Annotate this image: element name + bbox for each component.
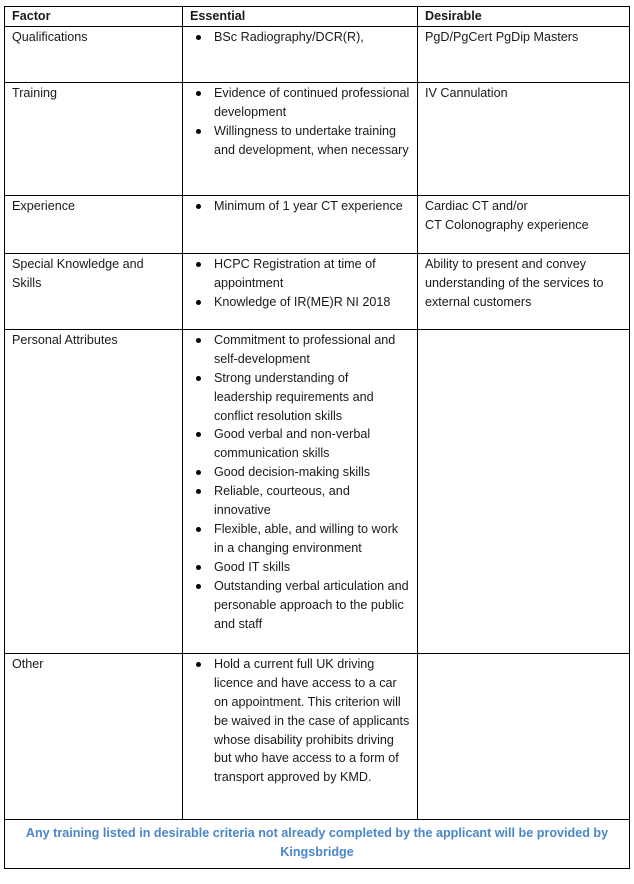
bullet-icon bbox=[196, 300, 201, 305]
bullet-icon bbox=[196, 91, 201, 96]
list-item: Knowledge of IR(ME)R NI 2018 bbox=[214, 293, 410, 312]
training-note: Any training listed in desirable criteria not already completed by the applicant will be provided by Kingsbridge bbox=[5, 819, 630, 868]
essential-cell bbox=[183, 195, 418, 253]
essential-cell bbox=[183, 253, 418, 329]
list-item: Strong understanding of leadership requirements and conflict resolution skills bbox=[214, 369, 410, 426]
bullet-icon bbox=[196, 35, 201, 40]
bullet-icon bbox=[196, 584, 201, 589]
list-item: Reliable, courteous, and innovative bbox=[214, 482, 410, 520]
bullet-icon bbox=[196, 338, 201, 343]
list-item: Commitment to professional and self-development bbox=[214, 331, 410, 369]
table-row bbox=[5, 253, 630, 329]
desirable-cell bbox=[418, 195, 630, 253]
bullet-icon bbox=[196, 489, 201, 494]
person-specification-table bbox=[4, 6, 630, 869]
list-item: Good verbal and non-verbal communication skills bbox=[214, 425, 410, 463]
factor-cell: Experience bbox=[5, 195, 183, 253]
factor-cell: Personal Attributes bbox=[5, 329, 183, 653]
essential-cell bbox=[183, 653, 418, 819]
bullet-icon bbox=[196, 262, 201, 267]
factor-cell: Training bbox=[5, 82, 183, 195]
list-item: Hold a current full UK driving licence and have access to a car on appointment. This criterion will be waived in the case of applicants whose disability prohibits driving but who have access to a form of transport approved by KMD. bbox=[214, 655, 410, 787]
list-item: Evidence of continued professional development bbox=[214, 84, 410, 122]
header-essential: Essential bbox=[183, 7, 418, 27]
desirable-cell bbox=[418, 82, 630, 195]
desirable-text: PgD/PgCert PgDip Masters bbox=[425, 29, 579, 44]
bullet-icon bbox=[196, 527, 201, 532]
footer-row bbox=[5, 819, 630, 868]
desirable-cell bbox=[418, 26, 630, 82]
essential-cell bbox=[183, 82, 418, 195]
desirable-cell bbox=[418, 253, 630, 329]
bullet-icon bbox=[196, 204, 201, 209]
table-row bbox=[5, 329, 630, 653]
desirable-cell bbox=[418, 653, 630, 819]
table-row bbox=[5, 195, 630, 253]
table-row bbox=[5, 653, 630, 819]
table-row bbox=[5, 82, 630, 195]
essential-cell bbox=[183, 26, 418, 82]
desirable-cell bbox=[418, 329, 630, 653]
essential-cell bbox=[183, 329, 418, 653]
list-item: Good IT skills bbox=[214, 558, 410, 577]
bullet-icon bbox=[196, 565, 201, 570]
desirable-text: IV Cannulation bbox=[425, 85, 508, 100]
bullet-icon bbox=[196, 662, 201, 667]
list-item: Flexible, able, and willing to work in a changing environment bbox=[214, 520, 410, 558]
list-item: Minimum of 1 year CT experience bbox=[214, 197, 410, 216]
list-item: HCPC Registration at time of appointment bbox=[214, 255, 410, 293]
factor-cell: Qualifications bbox=[5, 26, 183, 82]
list-item: BSc Radiography/DCR(R), bbox=[214, 28, 410, 47]
bullet-icon bbox=[196, 129, 201, 134]
header-row bbox=[5, 7, 630, 27]
header-desirable: Desirable bbox=[418, 7, 630, 27]
desirable-text: Cardiac CT and/or bbox=[425, 198, 528, 213]
factor-cell: Other bbox=[5, 653, 183, 819]
list-item: Good decision-making skills bbox=[214, 463, 410, 482]
bullet-icon bbox=[196, 376, 201, 381]
bullet-icon bbox=[196, 432, 201, 437]
list-item: Outstanding verbal articulation and personable approach to the public and staff bbox=[214, 577, 410, 634]
desirable-text: Ability to present and convey understanding of the services to external customers bbox=[425, 256, 604, 309]
desirable-text: CT Colonography experience bbox=[425, 217, 589, 232]
factor-cell: Special Knowledge and Skills bbox=[5, 253, 183, 329]
bullet-icon bbox=[196, 470, 201, 475]
list-item: Willingness to undertake training and development, when necessary bbox=[214, 122, 410, 160]
header-factor: Factor bbox=[5, 7, 183, 27]
table-row bbox=[5, 26, 630, 82]
